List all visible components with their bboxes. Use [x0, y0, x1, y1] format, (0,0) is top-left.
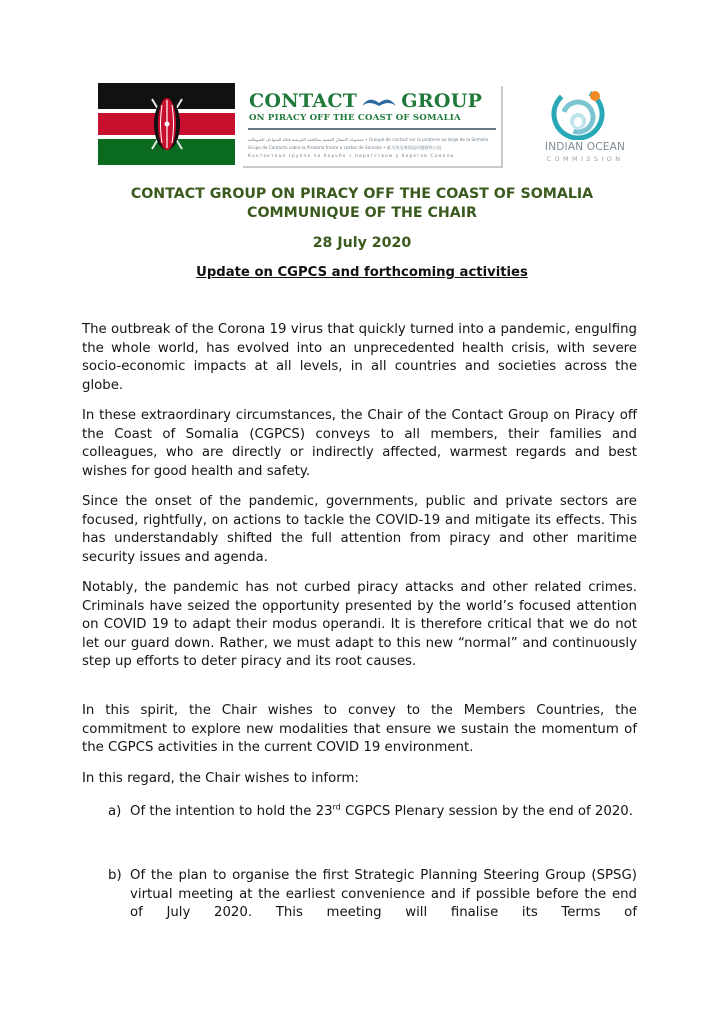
list-item-text-part: Of the plan to organise the first Strategic Planning Steering Group (SPSG) virtual meeting at the earliest convenience and if possible before the end of July 2020. This meeting will finalise its Terms of — [130, 868, 637, 921]
contact-group-logo — [243, 86, 503, 168]
body-paragraph: In these extraordinary circumstances, the Chair of the Contact Group on Piracy off the Coast of Somalia (CGPCS) conveys to all members, their families and colleagues, who are directly or indirectly affected, warmest regards and best wishes for good health and safety. — [82, 408, 637, 479]
list-item-text — [130, 803, 637, 822]
ioc-logo-text: INDIAN OCEAN — [544, 141, 626, 153]
contact-group-logo-subtitle: ON PIRACY OFF THE COAST OF SOMALIA — [249, 113, 461, 123]
indian-ocean-commission-logo — [520, 82, 650, 174]
document-title: CONTACT GROUP ON PIRACY OFF THE COAST OF SOMALIA — [130, 186, 594, 202]
contact-group-logo-multilingual-line: Grupo de Contacto sobre la Piratería frente a costas de Somalia • 索马里沿海海盗问题联络小组 — [248, 145, 442, 150]
document-subtitle: COMMUNIQUE OF THE CHAIR — [247, 205, 477, 221]
body-paragraph: Since the onset of the pandemic, governments, public and private sectors are focused, rightfully, on actions to tackle the COVID-19 and mitigate its effects. This has understandably shifted the full attention from piracy and other maritime security issues and agenda. — [82, 494, 637, 565]
contact-group-logo-title — [249, 90, 499, 112]
list-marker: b) — [108, 868, 122, 883]
body-paragraph: In this regard, the Chair wishes to inform: — [82, 771, 359, 786]
contact-group-logo-word-contact: CONTACT — [249, 90, 358, 112]
ioc-emblem-icon — [548, 86, 612, 140]
body-paragraph: In this spirit, the Chair wishes to convey to the Members Countries, the commitment to explore new modalities that ensure we sustain the momentum of the CGPCS activities in the current COVID 19 environment. — [82, 703, 637, 756]
document-subject-heading: Update on CGPCS and forthcoming activities — [196, 265, 528, 280]
ordinal-suffix: rd — [332, 802, 341, 812]
body-paragraph: The outbreak of the Corona 19 virus that quickly turned into a pandemic, engulfing the whole world, has evolved into an unprecedented health crisis, with severe socio-economic impacts at all levels, in all countries and societies across the globe. — [82, 322, 637, 393]
divider — [248, 128, 496, 130]
list-item-text-part: Of the intention to hold the 23 — [130, 804, 333, 819]
contact-group-logo-multilingual-line: Контактная группа по борьбе с пиратством у берегов Сомали — [248, 153, 455, 158]
contact-group-logo-word-group: GROUP — [401, 90, 483, 112]
body-paragraph: Notably, the pandemic has not curbed piracy attacks and other related crimes. Criminals have seized the opportunity presented by the world’s focused attention on COVID 19 to adapt their modus operandi. It is therefore critical that we do not let our guard down. Rather, we must adapt to this new “normal” and continuously step up efforts to deter piracy and its root causes. — [82, 580, 637, 670]
list-item-text — [130, 867, 637, 923]
list-item-text-part: CGPCS Plenary session by the end of 2020. — [340, 804, 633, 819]
list-item — [108, 803, 637, 822]
list-item — [108, 867, 637, 923]
list-marker: a) — [108, 804, 122, 819]
kenya-flag-logo — [98, 83, 235, 165]
seagull-icon — [360, 93, 398, 109]
contact-group-logo-multilingual-line: مجموعة الاتصال المعنية بمكافحة القرصنة قبالة السواحل الصومالية • Groupe de contact sur la piraterie au large de la Somalie — [248, 137, 489, 142]
document-date: 28 July 2020 — [312, 235, 412, 251]
ioc-logo-subtext: COMMISSION — [546, 155, 624, 163]
